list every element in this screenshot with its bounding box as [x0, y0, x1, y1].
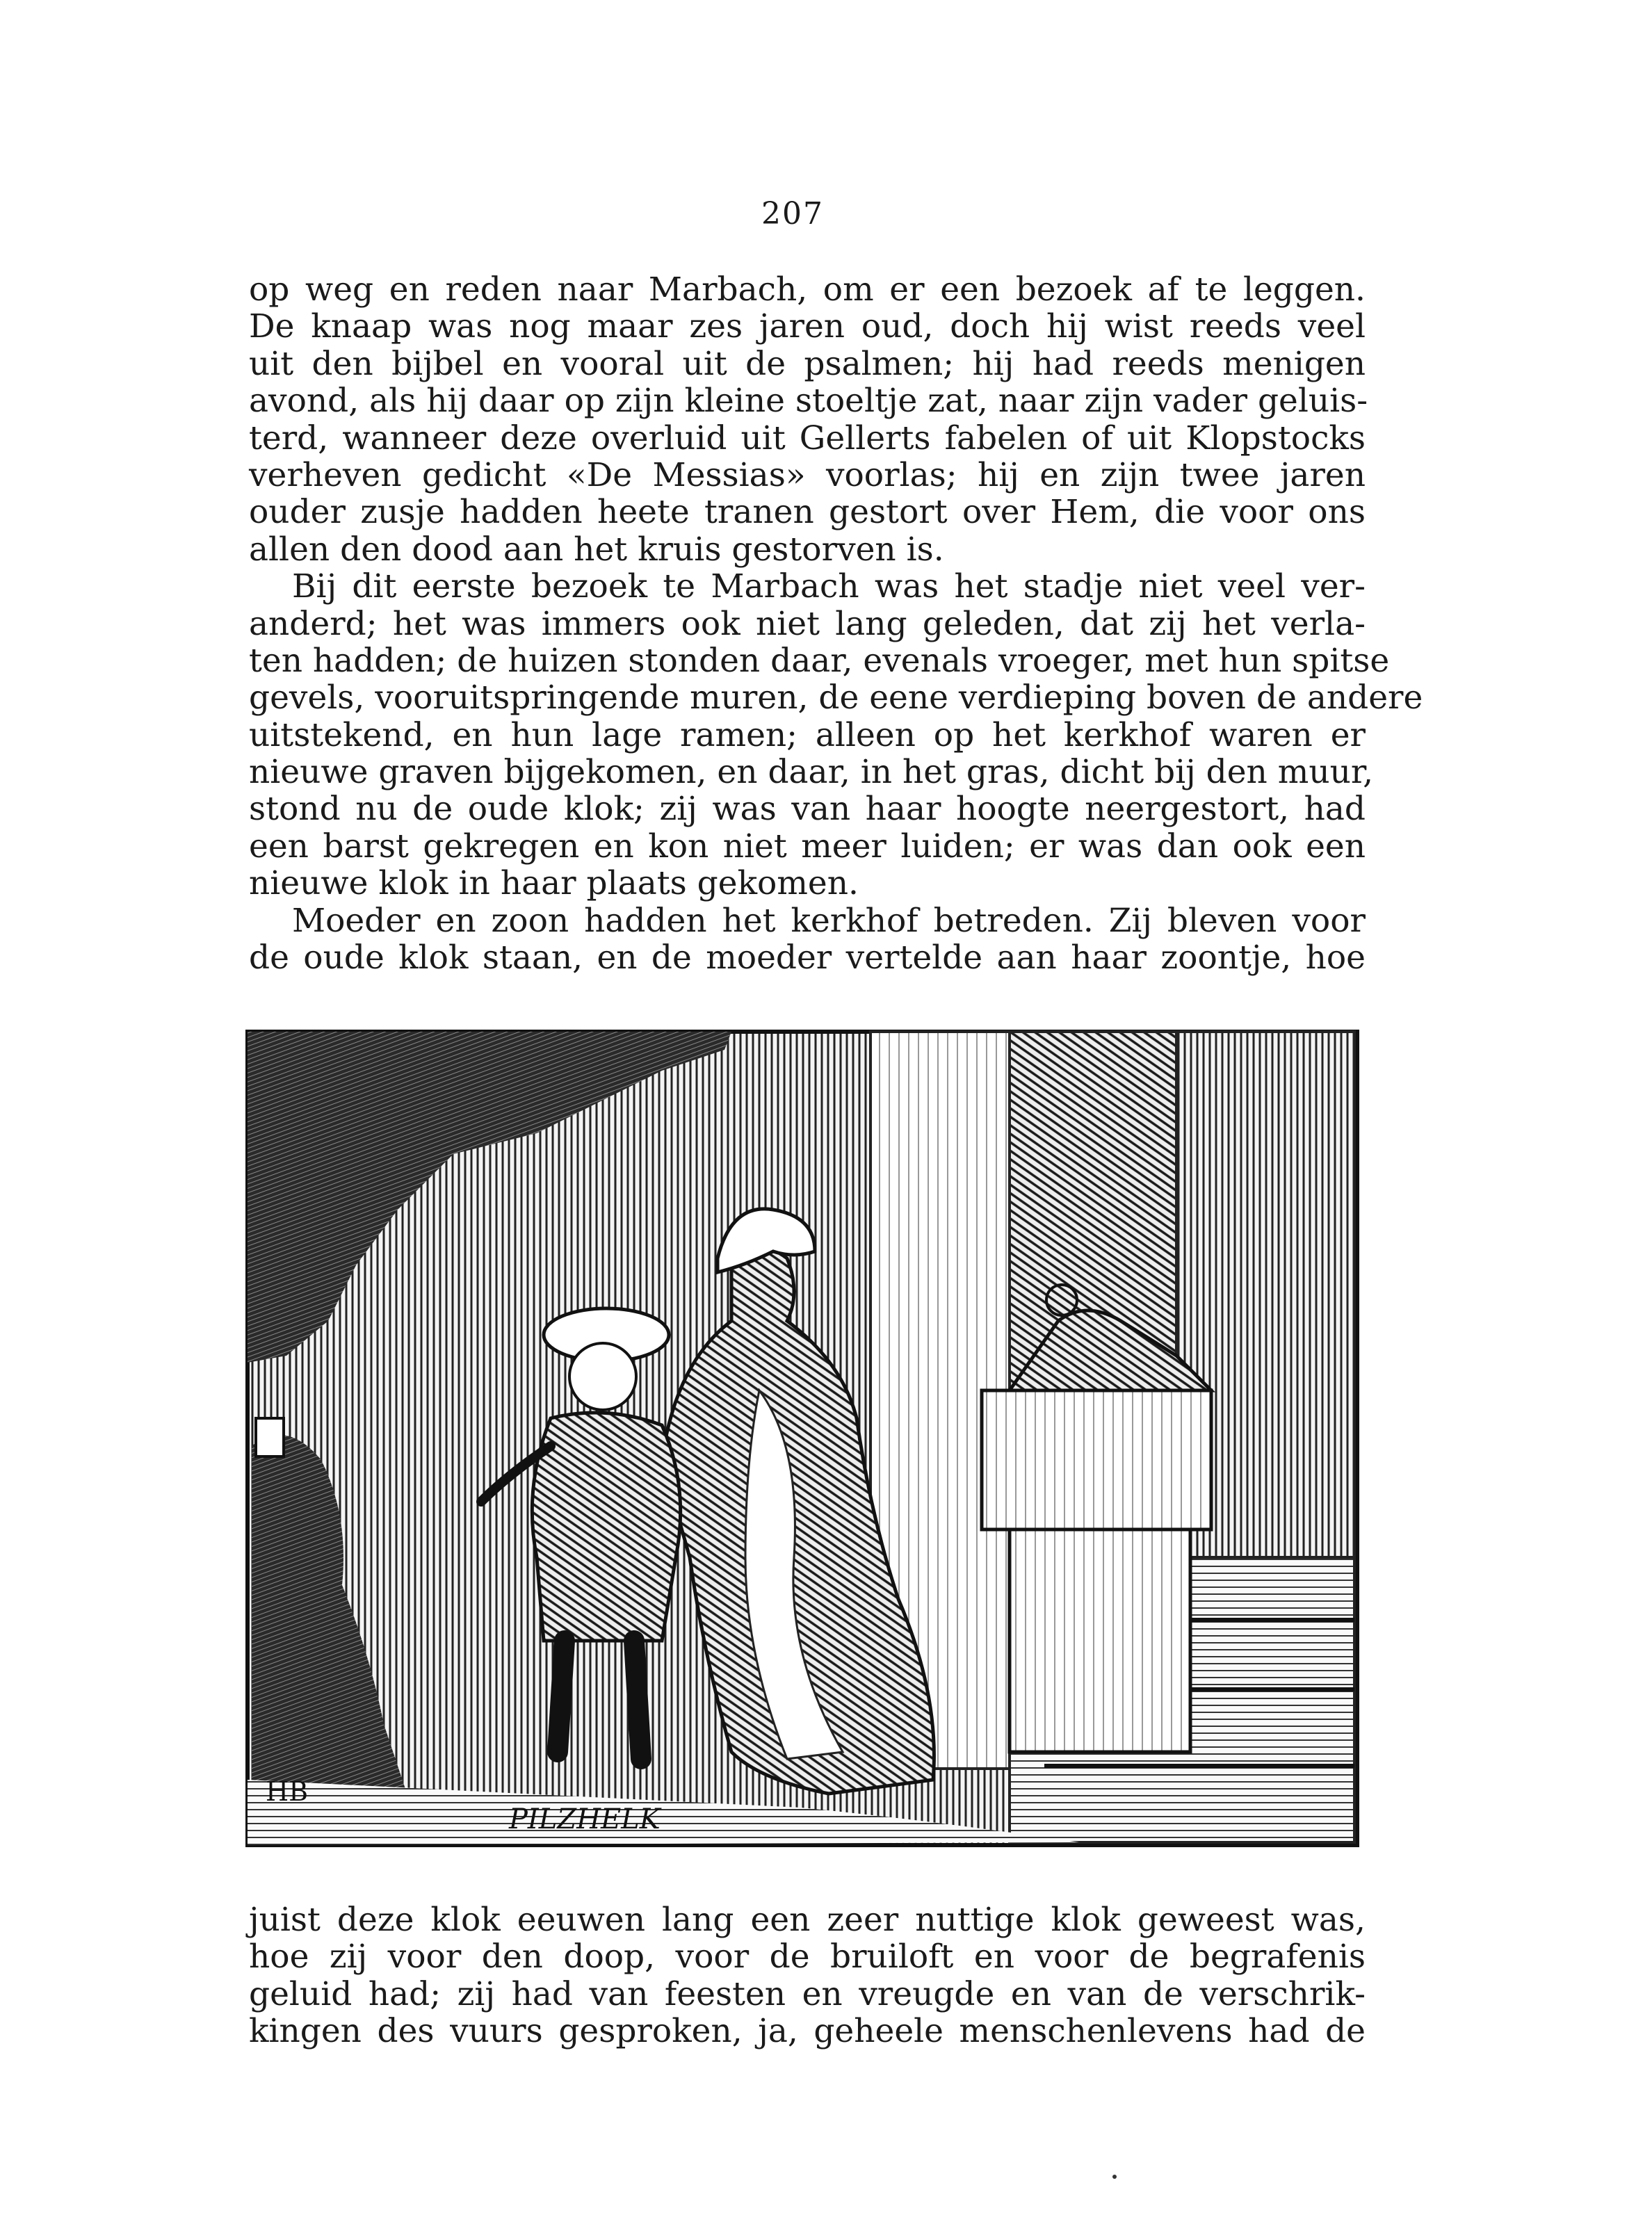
text-line: nieuwe klok in haar plaats gekomen.: [249, 864, 859, 903]
text-line: Moeder en zoon hadden het kerkhof betreden. Zij bleven voor: [292, 901, 1366, 940]
text-block-top: [249, 270, 1423, 977]
text-line: op weg en reden naar Marbach, om er een bezoek af te leggen.: [249, 270, 1366, 309]
signature-bottom: PILZHELK: [509, 1803, 661, 1835]
engraving-illustration: [245, 1029, 1360, 1848]
text-line: een barst gekregen en kon niet meer luiden; er was dan ook een: [249, 827, 1366, 866]
text-line: hoe zij voor den doop, voor de bruiloft en voor de begrafenis: [249, 1938, 1366, 1977]
text-line: De knaap was nog maar zes jaren oud, doch hij wist reeds veel: [249, 307, 1366, 346]
text-block-bottom: [249, 1901, 1366, 2050]
text-line: uitstekend, en hun lage ramen; alleen op het kerkhof waren er: [249, 715, 1366, 754]
grave-marker: [256, 1418, 284, 1456]
text-line: Bij dit eerste bezoek te Marbach was het stadje niet veel ver-: [292, 567, 1366, 606]
text-line: juist deze klok eeuwen lang een zeer nuttige klok geweest was,: [249, 1901, 1366, 1939]
text-line: terd, wanneer deze overluid uit Gellerts fabelen of uit Klopstocks: [249, 419, 1366, 457]
stone-pedestal: [982, 1390, 1211, 1529]
text-line: geluid had; zij had van feesten en vreugde en van de verschrik-: [249, 1974, 1366, 2013]
text-line: avond, als hij daar op zijn kleine stoeltje zat, naar zijn vader geluis-: [249, 382, 1368, 421]
text-line: uit den bijbel en vooral uit de psalmen; hij had reeds menigen: [249, 344, 1366, 383]
text-line: gevels, vooruitspringende muren, de eene verdieping boven de andere: [249, 679, 1423, 717]
text-line: allen den dood aan het kruis gestorven is.: [249, 530, 944, 569]
text-line: de oude klok staan, en de moeder vertelde aan haar zoontje, hoe: [249, 939, 1366, 977]
text-line: nieuwe graven bijgekomen, en daar, in het gras, dicht bij den muur,: [249, 753, 1374, 792]
text-line: ten hadden; de huizen stonden daar, evenals vroeger, met hun spitse: [249, 641, 1390, 680]
child-face: [569, 1343, 636, 1410]
text-line: stond nu de oude klok; zij was van haar hoogte neergestort, had: [249, 790, 1366, 829]
text-line: verheven gedicht «De Messias» voorlas; hij en zijn twee jaren: [249, 455, 1366, 494]
ink-speck: [1112, 2175, 1117, 2179]
text-line: anderd; het was immers ook niet lang geleden, dat zij het verla-: [249, 604, 1366, 643]
page-number: 207: [761, 196, 824, 232]
signature-left: HB: [266, 1776, 309, 1807]
text-line: kingen des vuurs gesproken, ja, geheele menschenlevens had de: [249, 2012, 1366, 2051]
text-line: ouder zusje hadden heete tranen gestort over Hem, die voor ons: [249, 493, 1366, 532]
